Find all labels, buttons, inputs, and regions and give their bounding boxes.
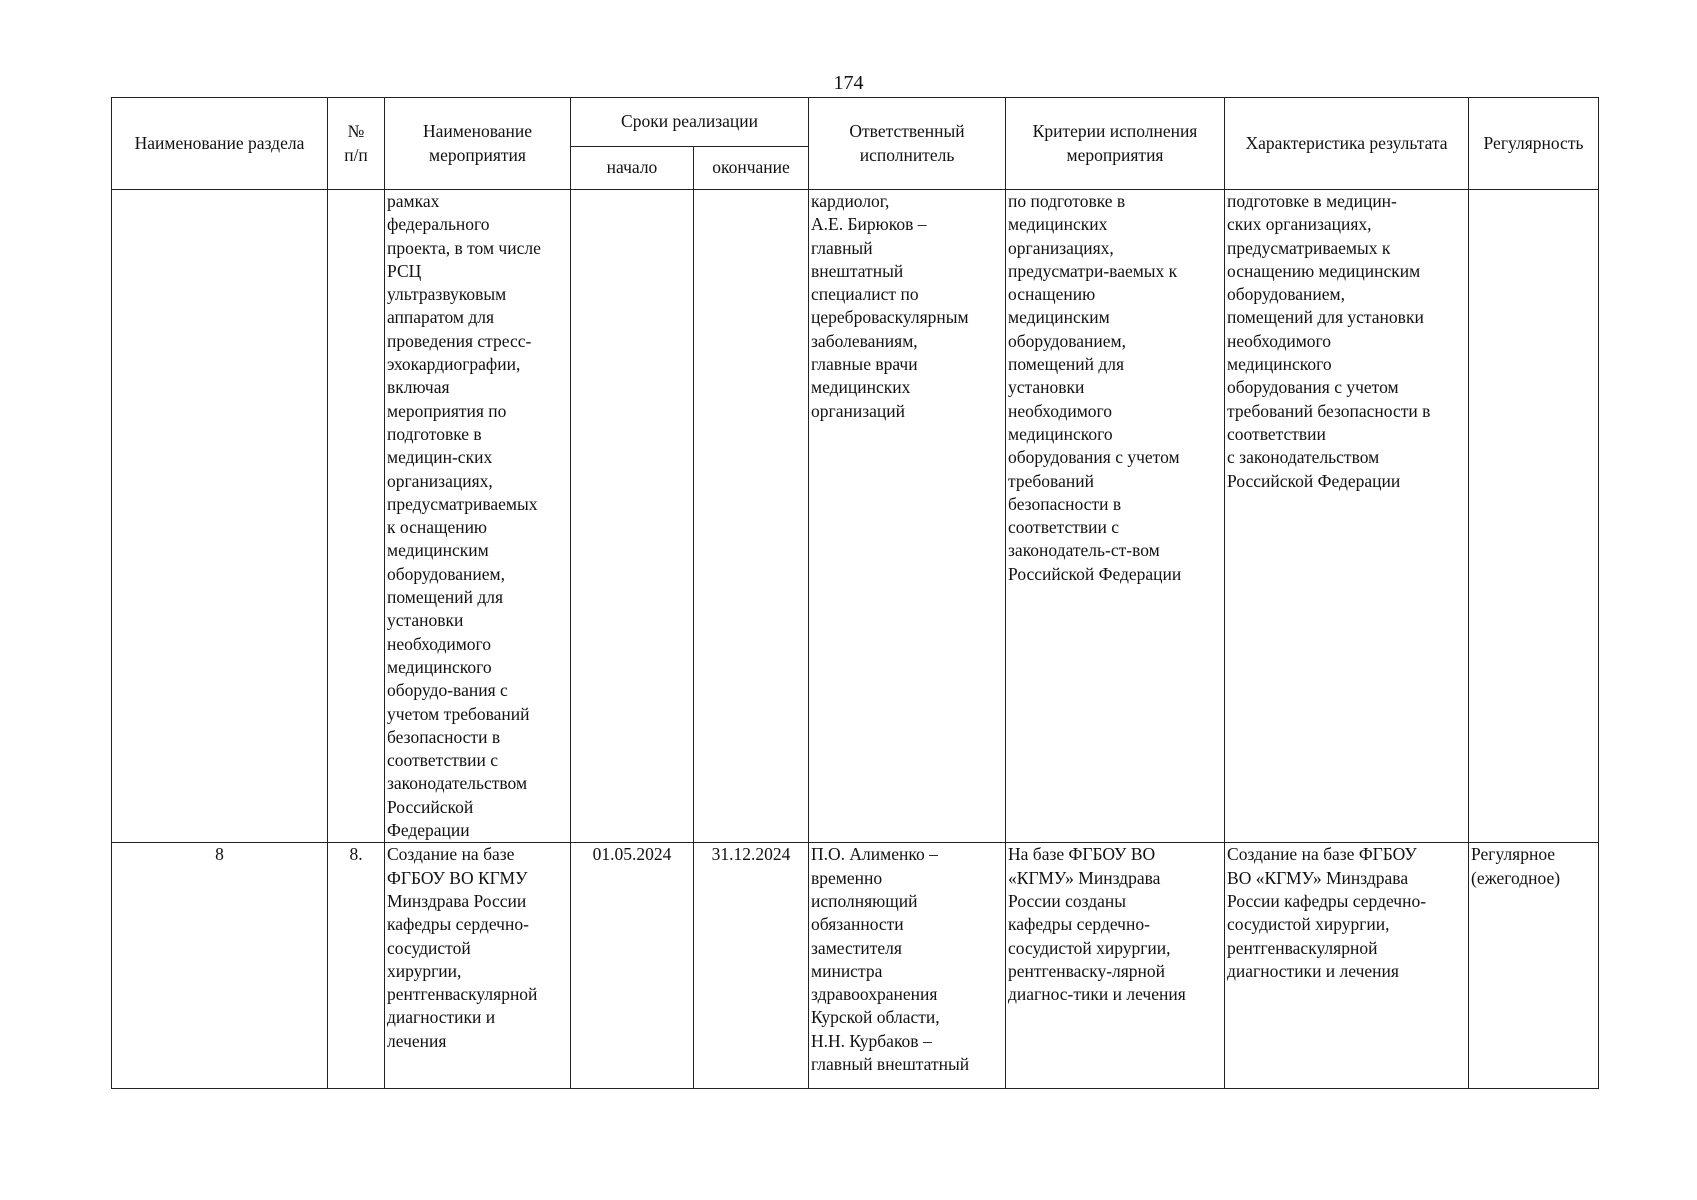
cell-result: Создание на базе ФГБОУ ВО «КГМУ» Минздрава России кафедры сердечно- сосудистой хирургии, рентгенваскулярной диагностики и лечения — [1225, 843, 1469, 1089]
cell-section — [112, 190, 328, 843]
cell-responsible: кардиолог, А.Е. Бирюков – главный внештатный специалист по цереброваскулярным заболеваниям, главные врачи медицинских организаций — [809, 190, 1006, 843]
activity-plan-table — [111, 97, 1599, 1089]
table-row — [112, 843, 1599, 1089]
cell-regularity: Регулярное (ежегодное) — [1469, 843, 1599, 1089]
cell-section: 8 — [112, 843, 328, 1089]
cell-number: 8. — [328, 843, 385, 1089]
header-regularity: Регулярность — [1469, 98, 1599, 190]
header-number-sign: № — [347, 121, 365, 142]
header-section-name: Наименование раздела — [112, 98, 328, 190]
cell-start — [571, 190, 694, 843]
cell-responsible: П.О. Алименко – временно исполняющий обязанности заместителя министра здравоохранения Курской области, Н.Н. Курбаков – главный внештатный — [809, 843, 1006, 1089]
header-number-pp: п/п — [344, 144, 368, 165]
table-header-row — [112, 98, 1599, 147]
cell-event: Создание на базе ФГБОУ ВО КГМУ Минздрава России кафедры сердечно- сосудистой хирургии, рентгенваскулярной диагностики и лечения — [385, 843, 571, 1089]
header-criteria: Критерии исполнения мероприятия — [1006, 98, 1225, 190]
header-responsible: Ответственный исполнитель — [809, 98, 1006, 190]
header-number — [328, 98, 385, 190]
table-row — [112, 190, 1599, 843]
header-start: начало — [571, 147, 694, 190]
header-event-name: Наименование мероприятия — [385, 98, 571, 190]
cell-regularity — [1469, 190, 1599, 843]
cell-result: подготовке в медицин- ских организациях, предусматриваемых к оснащению медицинским оборудованием, помещений для установки необходимого медицинского оборудования с учетом требований безопасности в соответствии с законодательством Российской Федерации — [1225, 190, 1469, 843]
header-end: окончание — [694, 147, 809, 190]
cell-start: 01.05.2024 — [571, 843, 694, 1089]
cell-end — [694, 190, 809, 843]
page-number: 174 — [833, 72, 864, 94]
cell-criteria: по подготовке в медицинских организациях, предусматри-ваемых к оснащению медицинским оборудованием, помещений для установки необходимого медицинского оборудования с учетом требований безопасности в соответствии с законодатель-ст-вом Российской Федерации — [1006, 190, 1225, 843]
header-timeline: Сроки реализации — [571, 98, 809, 147]
header-result: Характеристика результата — [1225, 98, 1469, 190]
cell-criteria: На базе ФГБОУ ВО «КГМУ» Минздрава России созданы кафедры сердечно- сосудистой хирургии, рентгенваску-лярной диагнос-тики и лечения — [1006, 843, 1225, 1089]
cell-event: рамках федерального проекта, в том числе РСЦ ультразвуковым аппаратом для проведения стресс-эхокардиографии, включая мероприятия по подготовке в медицин-ских организациях, предусматриваемых к оснащению медицинским оборудованием, помещений для установки необходимого медицинского оборудо-вания с учетом требований безопасности в соответствии с законодательством Российской Федерации — [385, 190, 571, 843]
cell-number — [328, 190, 385, 843]
cell-end: 31.12.2024 — [694, 843, 809, 1089]
